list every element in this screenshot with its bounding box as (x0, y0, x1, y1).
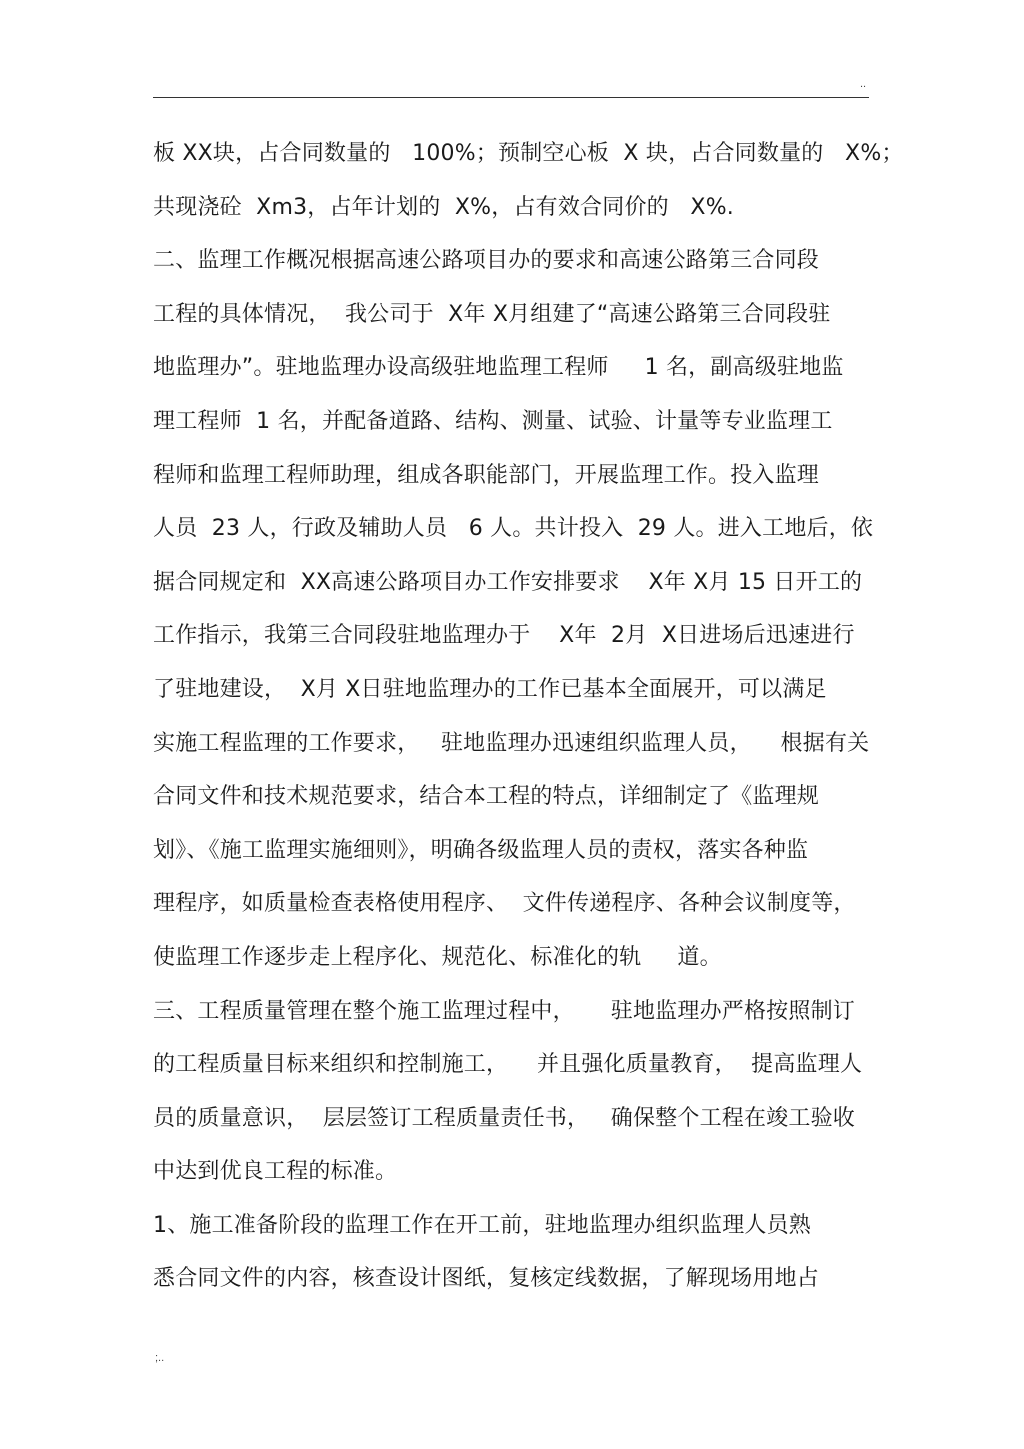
body-line: 实施工程监理的工作要求， 驻地监理办迅速组织监理人员， 根据有关 (153, 730, 870, 756)
body-line: 三、工程质量管理在整个施工监理过程中， 驻地监理办严格按照制订 (153, 998, 855, 1024)
header-rule (153, 97, 869, 98)
body-line: 工程的具体情况， 我公司于 X年 X月组建了“高速公路第三合同段驻 (153, 301, 831, 327)
body-line: 地监理办”。驻地监理办设高级驻地监理工程师 1 名，副高级驻地监 (153, 355, 844, 381)
body-line: 1、施工准备阶段的监理工作在开工前，驻地监理办组织监理人员熟 (153, 1212, 811, 1238)
body-line: 悉合同文件的内容，核查设计图纸，复核定线数据，了解现场用地占 (153, 1266, 820, 1292)
document-body (153, 127, 904, 1306)
body-line: 共现浇砼 Xm3，占年计划的 X%，占有效合同价的 X%. (153, 194, 734, 220)
body-line: 合同文件和技术规范要求，结合本工程的特点，详细制定了《监理规 (153, 784, 820, 810)
body-line: 二、监理工作概况根据高速公路项目办的要求和高速公路第三合同段 (153, 248, 820, 274)
body-line: 理工程师 1 名，并配备道路、结构、测量、试验、计量等专业监理工 (153, 408, 833, 434)
body-line: 程师和监理工程师助理，组成各职能部门，开展监理工作。投入监理 (153, 462, 820, 488)
body-line: 据合同规定和 XX高速公路项目办工作安排要求 X年 X月 15 日开工的 (153, 569, 863, 595)
body-line: 板 XX块，占合同数量的 100%；预制空心板 X 块，占合同数量的 X%； (153, 141, 904, 166)
body-line: 工作指示，我第三合同段驻地监理办于 X年 2月 X日进场后迅速进行 (153, 623, 855, 649)
body-line: 划》、《施工监理实施细则》，明确各级监理人员的责权，落实各种监 (153, 837, 809, 863)
body-line: 了驻地建设， X月 X日驻地监理办的工作已基本全面展开，可以满足 (153, 676, 827, 702)
body-line: 的工程质量目标来组织和控制施工， 并且强化质量教育， 提高监理人 (153, 1052, 863, 1078)
footer-mark: ;.. (155, 1352, 165, 1364)
body-line: 使监理工作逐步走上程序化、规范化、标准化的轨 道。 (153, 944, 722, 970)
body-line: 理程序，如质量检查表格使用程序、 文件传递程序、各种会议制度等， (153, 891, 856, 917)
body-line: 人员 23 人，行政及辅助人员 6 人。共计投入 29 人。进入工地后，依 (153, 516, 874, 542)
body-line: 员的质量意识， 层层签订工程质量责任书， 确保整个工程在竣工验收 (153, 1105, 855, 1131)
header-mark: .. (860, 78, 867, 90)
body-line: 中达到优良工程的标准。 (153, 1159, 398, 1185)
